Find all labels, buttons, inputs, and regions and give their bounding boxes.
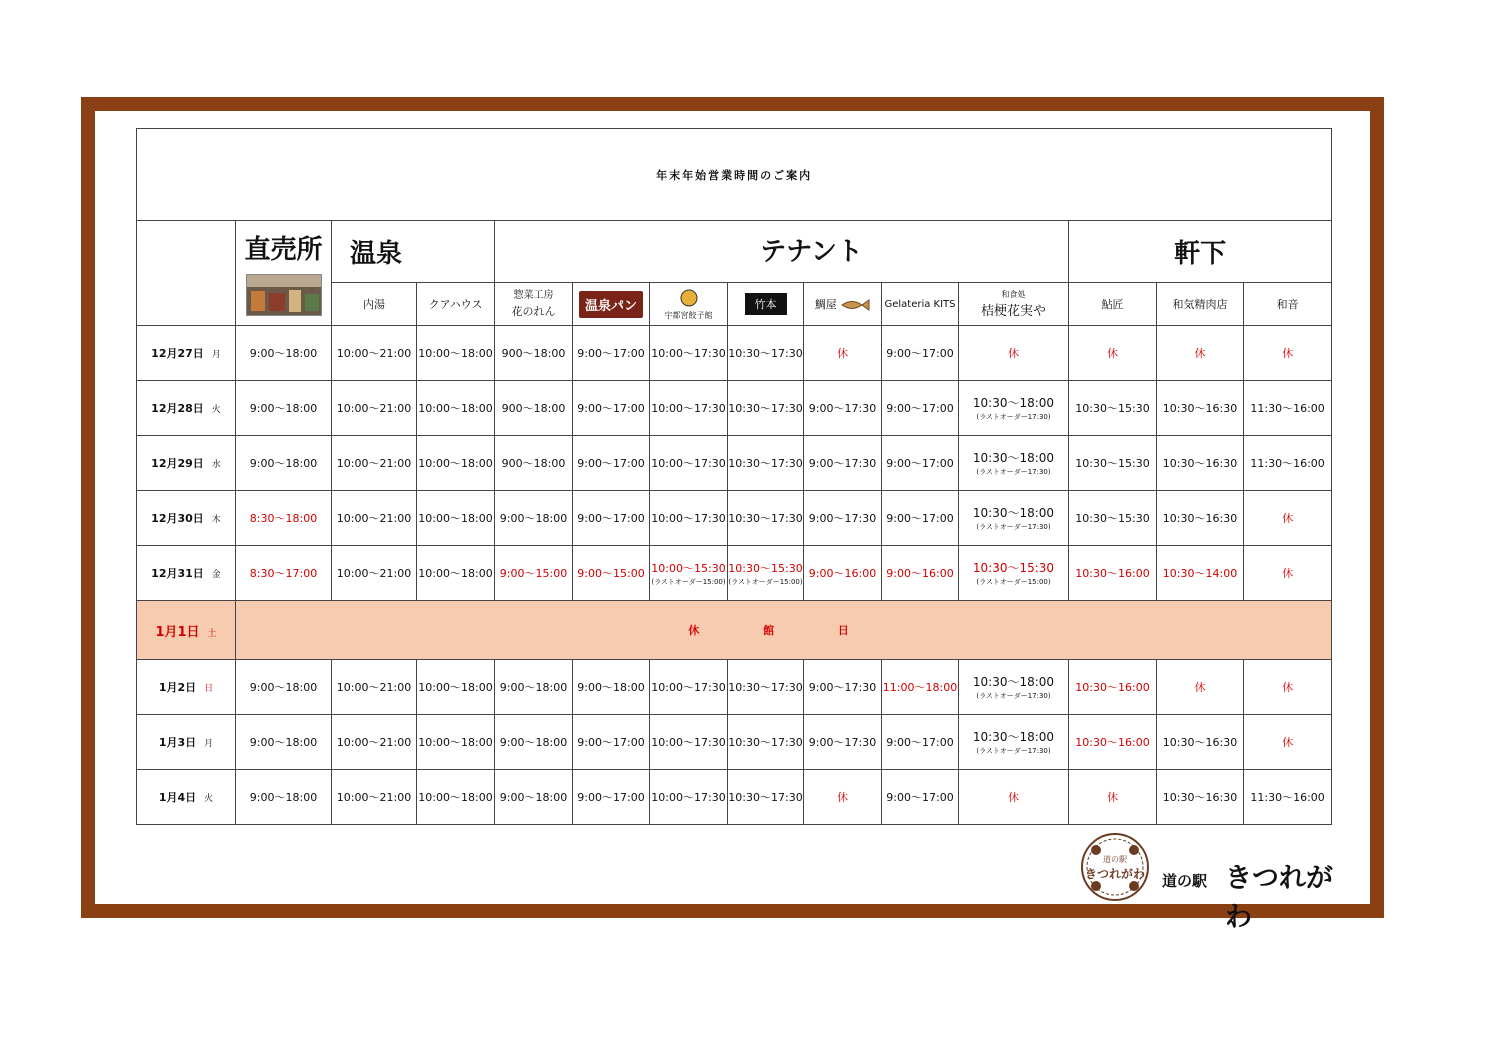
closed-cell: 休 xyxy=(1157,660,1244,715)
table-cell: 900～18:00 xyxy=(495,381,573,436)
table-cell-changed: 9:00～15:00 xyxy=(573,546,650,601)
row-date: 12月28日 火 xyxy=(137,381,236,436)
chokubaisho-photo xyxy=(246,274,322,316)
table-cell-changed: 11:00～18:00 xyxy=(882,660,959,715)
table-cell-changed: 10:30～16:00 xyxy=(1069,546,1157,601)
brand-text-big: きつれがわ xyxy=(1225,863,1333,933)
table-cell: 10:00～18:00 xyxy=(417,436,495,491)
col-taiyaki-label: 鯛屋 xyxy=(814,298,837,311)
table-cell: 11:30～16:00 xyxy=(1244,381,1332,436)
table-row xyxy=(137,436,1332,491)
table-cell: 10:30～16:30 xyxy=(1157,770,1244,825)
table-cell: 10:30～15:30 (ラストオーダー15:00) xyxy=(959,546,1069,601)
table-cell: 10:00～18:00 xyxy=(417,715,495,770)
table-cell: 10:30～17:30 xyxy=(728,491,804,546)
col-onsen-pan xyxy=(573,283,650,326)
brand-text-small: 道の駅 xyxy=(1162,872,1208,890)
col-utsunomiya xyxy=(650,283,728,326)
table-cell: 9:00～18:00 xyxy=(495,491,573,546)
table-cell: 10:30～17:30 xyxy=(728,436,804,491)
col-taiyaki xyxy=(804,283,882,326)
col-sozai xyxy=(495,283,573,326)
table-row xyxy=(137,770,1332,825)
closed-cell: 休 xyxy=(1244,546,1332,601)
table-cell: 10:00～21:00 xyxy=(332,436,417,491)
col-ayu: 鮎匠 xyxy=(1069,283,1157,326)
table-cell: 10:30～17:30 xyxy=(728,381,804,436)
table-cell: 10:30～18:00 (ラストオーダー17:30) xyxy=(959,381,1069,436)
taiyaki-fish-icon xyxy=(840,298,870,312)
chokubaisho-label: 直売所 xyxy=(244,235,323,265)
row-date: 12月31日 金 xyxy=(137,546,236,601)
table-cell: 9:00～17:30 xyxy=(804,660,882,715)
table-cell-changed: 9:00～16:00 xyxy=(882,546,959,601)
chokubaisho-header xyxy=(236,221,332,326)
table-cell: 9:00～18:00 xyxy=(236,436,332,491)
table-row xyxy=(137,326,1332,381)
col-sozai-small: 惣菜工房 xyxy=(513,290,554,301)
brand-logo xyxy=(1080,832,1350,933)
table-cell: 9:00～18:00 xyxy=(573,660,650,715)
table-cell: 10:00～17:30 xyxy=(650,381,728,436)
closed-cell: 休 xyxy=(1244,715,1332,770)
col-wakiseiniku: 和気精肉店 xyxy=(1157,283,1244,326)
row-date: 12月29日 水 xyxy=(137,436,236,491)
table-cell: 9:00～17:00 xyxy=(573,715,650,770)
col-washoku-small: 和食処 xyxy=(1001,289,1026,299)
table-cell: 10:00～15:30 (ラストオーダー15:00) xyxy=(650,546,728,601)
table-cell: 9:00～18:00 xyxy=(236,381,332,436)
closed-cell: 休 xyxy=(1157,326,1244,381)
col-washoku xyxy=(959,283,1069,326)
table-cell: 10:30～18:00 (ラストオーダー17:30) xyxy=(959,436,1069,491)
table-cell-changed: 8:30～17:00 xyxy=(236,546,332,601)
table-cell: 10:30～17:30 xyxy=(728,660,804,715)
col-gelateria: Gelateria KITS xyxy=(882,283,959,326)
closed-cell: 休 xyxy=(1244,491,1332,546)
closed-cell: 休 xyxy=(1244,660,1332,715)
table-cell: 10:00～18:00 xyxy=(417,770,495,825)
table-cell: 10:30～18:00 (ラストオーダー17:30) xyxy=(959,715,1069,770)
table-cell: 9:00～18:00 xyxy=(236,770,332,825)
closed-cell: 休 xyxy=(959,770,1069,825)
table-cell: 10:00～17:30 xyxy=(650,770,728,825)
table-cell: 9:00～17:00 xyxy=(573,436,650,491)
table-cell: 10:00～18:00 xyxy=(417,381,495,436)
table-cell-changed: 10:30～16:00 xyxy=(1069,660,1157,715)
table-cell: 11:30～16:00 xyxy=(1244,436,1332,491)
table-row xyxy=(137,660,1332,715)
closed-cell: 休 xyxy=(959,326,1069,381)
nokishita-label: 軒下 xyxy=(1174,239,1227,269)
table-cell: 9:00～17:00 xyxy=(882,491,959,546)
holiday-banner: 休 館 日 xyxy=(236,601,1332,660)
table-cell: 10:30～16:30 xyxy=(1157,436,1244,491)
table-row xyxy=(137,546,1332,601)
table-cell: 10:00～18:00 xyxy=(417,546,495,601)
col-sozai-big: 花のれん xyxy=(511,305,556,318)
table-cell: 10:00～21:00 xyxy=(332,326,417,381)
onsen-header xyxy=(332,221,495,283)
table-cell: 10:30～17:30 xyxy=(728,770,804,825)
table-cell: 10:00～21:00 xyxy=(332,715,417,770)
row-date: 1月3日 月 xyxy=(137,715,236,770)
table-cell: 10:30～16:30 xyxy=(1157,491,1244,546)
table-cell-changed: 8:30～18:00 xyxy=(236,491,332,546)
seal-small-text: 道の駅 xyxy=(1103,855,1127,864)
table-cell: 10:30～15:30 xyxy=(1069,491,1157,546)
table-cell: 9:00～18:00 xyxy=(495,715,573,770)
table-cell: 10:30～15:30 (ラストオーダー15:00) xyxy=(728,546,804,601)
table-cell: 900～18:00 xyxy=(495,436,573,491)
table-cell: 9:00～17:30 xyxy=(804,491,882,546)
table-cell: 9:00～17:00 xyxy=(882,436,959,491)
closed-cell: 休 xyxy=(1069,770,1157,825)
table-cell: 10:00～17:30 xyxy=(650,715,728,770)
col-takemoto xyxy=(728,283,804,326)
table-cell: 10:00～17:30 xyxy=(650,491,728,546)
table-cell: 10:00～18:00 xyxy=(417,326,495,381)
row-date: 1月1日 土 xyxy=(137,601,236,660)
table-cell: 10:00～21:00 xyxy=(332,770,417,825)
table-cell: 11:30～16:00 xyxy=(1244,770,1332,825)
table-cell-changed: 10:30～16:00 xyxy=(1069,715,1157,770)
table-cell: 10:00～17:30 xyxy=(650,326,728,381)
table-cell: 9:00～17:00 xyxy=(882,715,959,770)
table-cell: 10:30～18:00 (ラストオーダー17:30) xyxy=(959,491,1069,546)
table-cell: 9:00～17:00 xyxy=(573,326,650,381)
table-cell: 10:30～15:30 xyxy=(1069,381,1157,436)
schedule-table xyxy=(136,128,1332,825)
date-header-blank xyxy=(137,221,236,326)
gyoza-mascot-icon xyxy=(679,288,699,308)
closed-cell: 休 xyxy=(1069,326,1157,381)
table-cell: 10:30～15:30 xyxy=(1069,436,1157,491)
table-cell: 10:30～17:30 xyxy=(728,326,804,381)
utsunomiya-logo-text: 宇都宮餃子館 xyxy=(664,310,713,320)
table-cell-changed: 10:30～14:00 xyxy=(1157,546,1244,601)
nokishita-header xyxy=(1069,221,1332,283)
table-cell: 900～18:00 xyxy=(495,326,573,381)
table-row-holiday xyxy=(137,601,1332,660)
col-uchiyu: 内湯 xyxy=(332,283,417,326)
row-date: 12月30日 木 xyxy=(137,491,236,546)
table-cell: 9:00～17:00 xyxy=(882,381,959,436)
row-date: 12月27日 月 xyxy=(137,326,236,381)
seal-logo-icon xyxy=(1080,832,1150,902)
table-cell-changed: 9:00～15:00 xyxy=(495,546,573,601)
table-cell: 9:00～18:00 xyxy=(495,770,573,825)
table-row xyxy=(137,381,1332,436)
table-cell: 10:00～18:00 xyxy=(417,491,495,546)
table-cell: 9:00～17:00 xyxy=(882,770,959,825)
table-cell: 10:30～18:00 (ラストオーダー17:30) xyxy=(959,660,1069,715)
table-cell: 9:00～18:00 xyxy=(236,715,332,770)
closed-cell: 休 xyxy=(804,326,882,381)
tenant-header xyxy=(495,221,1069,283)
table-cell: 10:30～17:30 xyxy=(728,715,804,770)
table-cell: 9:00～17:30 xyxy=(804,436,882,491)
row-date: 1月4日 火 xyxy=(137,770,236,825)
tenant-label: テナント xyxy=(760,237,863,267)
table-cell: 9:00～17:30 xyxy=(804,381,882,436)
table-cell: 10:30～16:30 xyxy=(1157,715,1244,770)
col-kurhaus: クアハウス xyxy=(417,283,495,326)
table-cell: 10:00～21:00 xyxy=(332,546,417,601)
table-row xyxy=(137,491,1332,546)
table-cell: 9:00～17:00 xyxy=(573,491,650,546)
table-cell: 10:00～18:00 xyxy=(417,660,495,715)
table-cell: 9:00～17:00 xyxy=(882,326,959,381)
table-cell: 9:00～18:00 xyxy=(495,660,573,715)
col-washoku-big: 桔梗花実や xyxy=(980,303,1046,319)
table-cell: 10:30～16:30 xyxy=(1157,381,1244,436)
table-cell: 10:00～17:30 xyxy=(650,436,728,491)
col-waon: 和音 xyxy=(1244,283,1332,326)
table-cell-changed: 9:00～16:00 xyxy=(804,546,882,601)
table-cell: 9:00～17:30 xyxy=(804,715,882,770)
onsen-pan-logo: 温泉パン xyxy=(579,291,643,318)
closed-cell: 休 xyxy=(1244,326,1332,381)
table-cell: 10:00～17:30 xyxy=(650,660,728,715)
seal-big-text: きつれがわ xyxy=(1084,867,1146,881)
closed-cell: 休 xyxy=(804,770,882,825)
onsen-label: 温泉 xyxy=(350,239,403,269)
table-cell: 9:00～18:00 xyxy=(236,660,332,715)
table-cell: 9:00～17:00 xyxy=(573,381,650,436)
table-cell: 10:00～21:00 xyxy=(332,491,417,546)
table-cell: 10:00～21:00 xyxy=(332,660,417,715)
table-cell: 10:00～21:00 xyxy=(332,381,417,436)
table-cell: 9:00～17:00 xyxy=(573,770,650,825)
page-title: 年末年始営業時間のご案内 xyxy=(137,129,1332,221)
takemoto-logo: 竹本 xyxy=(745,293,787,315)
row-date: 1月2日 日 xyxy=(137,660,236,715)
table-row xyxy=(137,715,1332,770)
table-cell: 9:00～18:00 xyxy=(236,326,332,381)
